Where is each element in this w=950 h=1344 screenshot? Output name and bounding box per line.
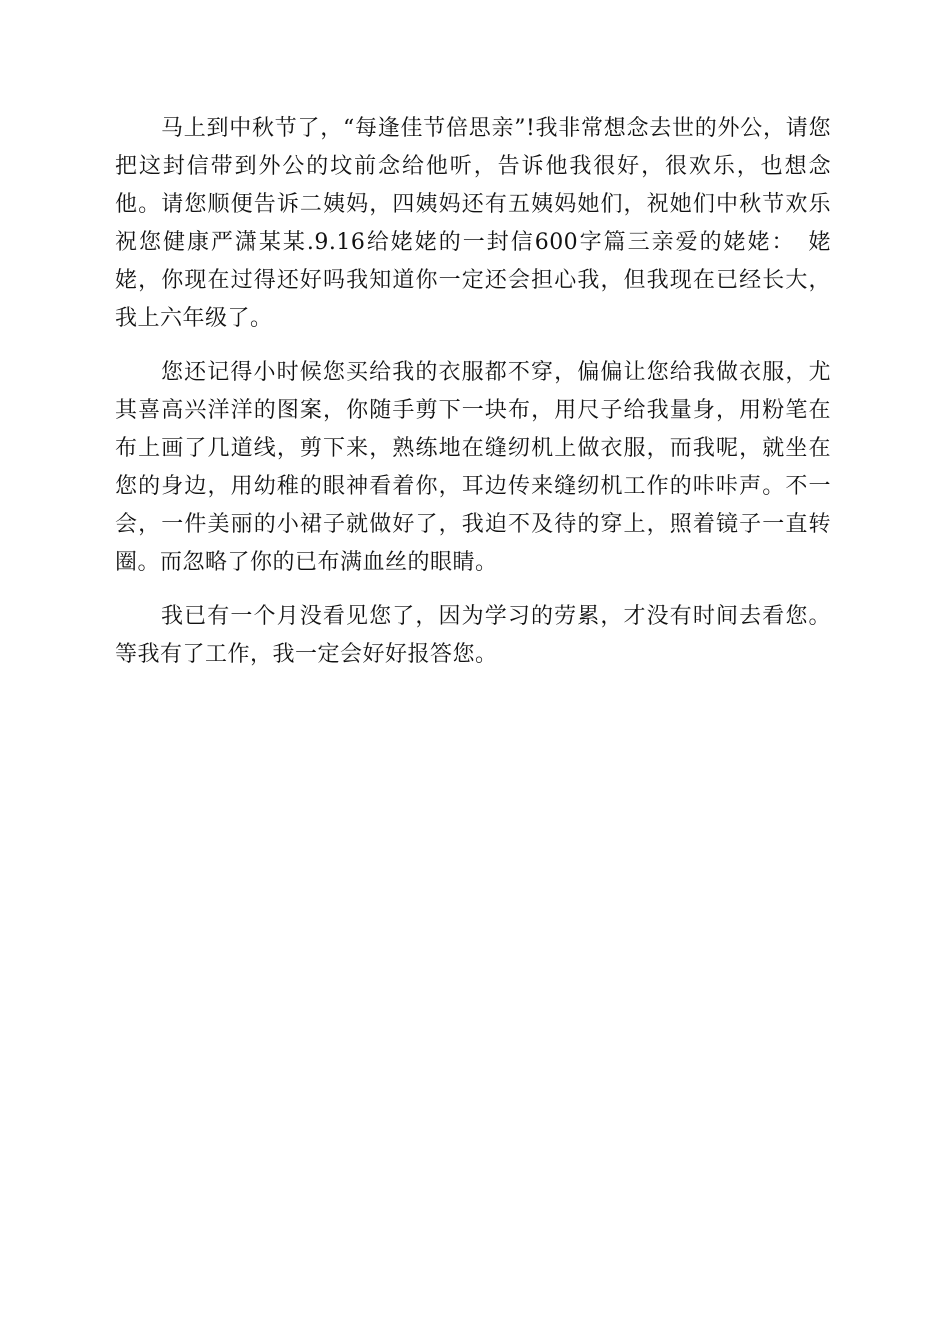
paragraph-3: 我已有一个月没看见您了，因为学习的劳累，才没有时间去看您。等我有了工作，我一定会好好报答您。 bbox=[115, 604, 831, 667]
paragraph-2: 您还记得小时候您买给我的衣服都不穿，偏偏让您给我做衣服，尤其喜高兴洋洋的图案，你随手剪下一块布，用尺子给我量身，用粉笔在布上画了几道线，剪下来，熟练地在缝纫机上做衣服，而我呢，就坐在您的身边，用幼稚的眼神看着你，耳边传来缝纫机工作的咔咔声。不一会，一件美丽的小裙子就做好了，我迫不及待的穿上，照着镜子一直转圈。而忽略了你的已布满血丝的眼睛。 bbox=[115, 360, 831, 575]
paragraph-1: 马上到中秋节了，“每逢佳节倍思亲”!我非常想念去世的外公，请您把这封信带到外公的坟前念给他听，告诉他我很好，很欢乐，也想念他。请您顺便告诉二姨妈，四姨妈还有五姨妈她们，祝她们中秋节欢乐祝您健康严潇某某.9.16给姥姥的一封信600字篇三亲爱的姥姥： 姥姥，你现在过得还好吗我知道你一定还会担心我，但我现在已经长大，我上六年级了。 bbox=[115, 116, 831, 331]
document-body bbox=[115, 110, 831, 690]
